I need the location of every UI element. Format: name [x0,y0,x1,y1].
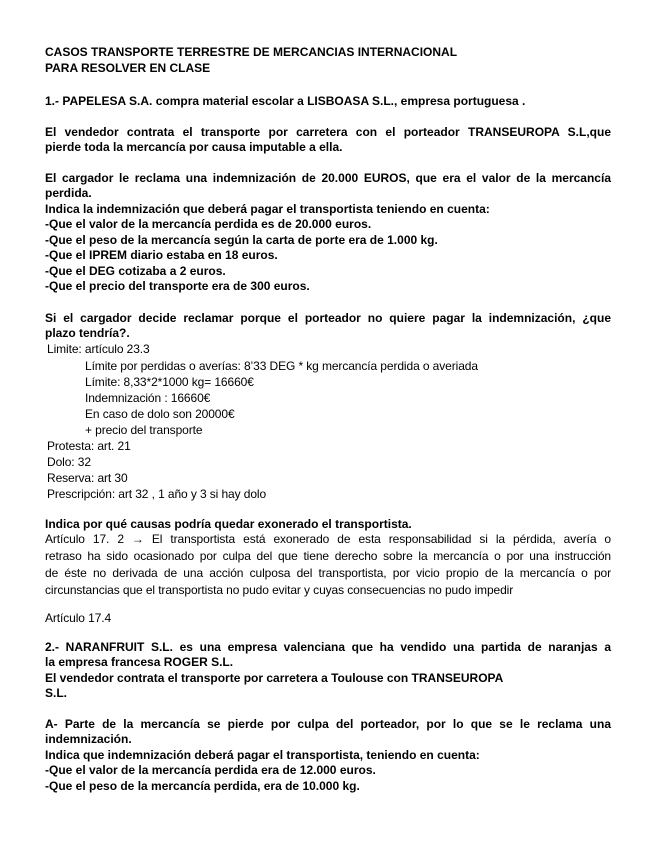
case2-partA-condition-2: -Que el peso de la mercancía perdida, era de 10.000 kg. [45,779,360,793]
case1-heading: 1.- PAPELESA S.A. compra material escolar a LISBOASA S.L., empresa portuguesa . [45,94,526,108]
case1-paragraph2-line-1: El cargador le reclama una indemnización de 20.000 EUROS, que era el valor de la mercancía [45,171,611,185]
case1-question2: Indica por qué causas podría quedar exonerado el transportista. [45,517,412,531]
case2-heading-line-2: la empresa francesa ROGER S.L. [45,655,234,669]
answer2-line-2: retraso ha sido ocasionado por culpa del que tiene derecho sobre la mercancía o por una instrucción [45,549,611,563]
case1-paragraph1-line-1: El vendedor contrata el transporte por carretera con el porteador TRANSEUROPA S.L,que [45,125,611,139]
document-title-line-1: CASOS TRANSPORTE TERRESTRE DE MERCANCIAS INTERNACIONAL [45,45,458,59]
case2-heading-line-3: El vendedor contrata el transporte por carretera a Toulouse con TRANSEUROPA [45,671,504,685]
case1-question1-line-2: plazo tendría?. [45,326,130,340]
case1-question1-line-1: Si el cargador decide reclamar porque el porteador no quiere pagar la indemnización, ¿que [45,311,611,325]
case2-partA-line-3: Indica que indemnización deberá pagar el transportista, teniendo en cuenta: [45,748,480,762]
answer-detail-3: Indemnización : 16660€ [85,391,211,405]
answer2-line-3: de éste no derivada de una acción culposa del transportista, por vicio propio de la mercancía o por [45,566,611,580]
case2-heading-line-4: S.L. [45,686,68,700]
answer2-line-1: Artículo 17. 2 → El transportista está exonerado de esta responsabilidad si la pérdida, avería o [45,532,611,546]
case1-paragraph2-line-3: Indica la indemnización que deberá pagar el transportista teniendo en cuenta: [45,202,490,216]
document-title-line-2: PARA RESOLVER EN CLASE [45,61,211,75]
answer-ref-reserva: Reserva: art 30 [47,471,128,485]
case2-partA-line-2: indemnización. [45,732,132,746]
case1-condition-3: -Que el IPREM diario estaba en 18 euros. [45,248,278,262]
answer-detail-1: Límite por perdidas o averías: 8’33 DEG * kg mercancía perdida o averiada [85,359,478,373]
case2-heading-line-1: 2.- NARANFRUIT S.L. es una empresa valenciana que ha vendido una partida de naranjas a [45,640,611,654]
case2-partA-line-1: A- Parte de la mercancía se pierde por culpa del porteador, por lo que se le reclama una [45,717,611,731]
case1-condition-4: -Que el DEG cotizaba a 2 euros. [45,264,226,278]
answer-limite: Limite: artículo 23.3 [47,342,150,356]
answer-detail-5: + precio del transporte [85,423,203,437]
case1-condition-5: -Que el precio del transporte era de 300 euros. [45,279,310,293]
case1-condition-2: -Que el peso de la mercancía según la carta de porte era de 1.000 kg. [45,233,438,247]
case1-paragraph2-line-2: perdida. [45,186,92,200]
answer2-line-4: circunstancias que el transportista no pudo evitar y cuyas consecuencias no pudo impedir [45,583,514,597]
case2-partA-condition-1: -Que el valor de la mercancía perdida era de 12.000 euros. [45,763,376,777]
answer-ref-dolo: Dolo: 32 [47,455,91,469]
answer-detail-2: Límite: 8,33*2*1000 kg= 16660€ [85,375,254,389]
answer-detail-4: En caso de dolo son 20000€ [85,407,235,421]
case1-condition-1: -Que el valor de la mercancía perdida es de 20.000 euros. [45,217,372,231]
answer-ref-protesta: Protesta: art. 21 [47,439,131,453]
case1-paragraph1-line-2: pierde toda la mercancía por causa imputable a ella. [45,140,343,154]
answer3: Artículo 17.4 [45,611,112,625]
answer-ref-prescripcion: Prescripción: art 32 , 1 año y 3 si hay dolo [47,487,267,501]
